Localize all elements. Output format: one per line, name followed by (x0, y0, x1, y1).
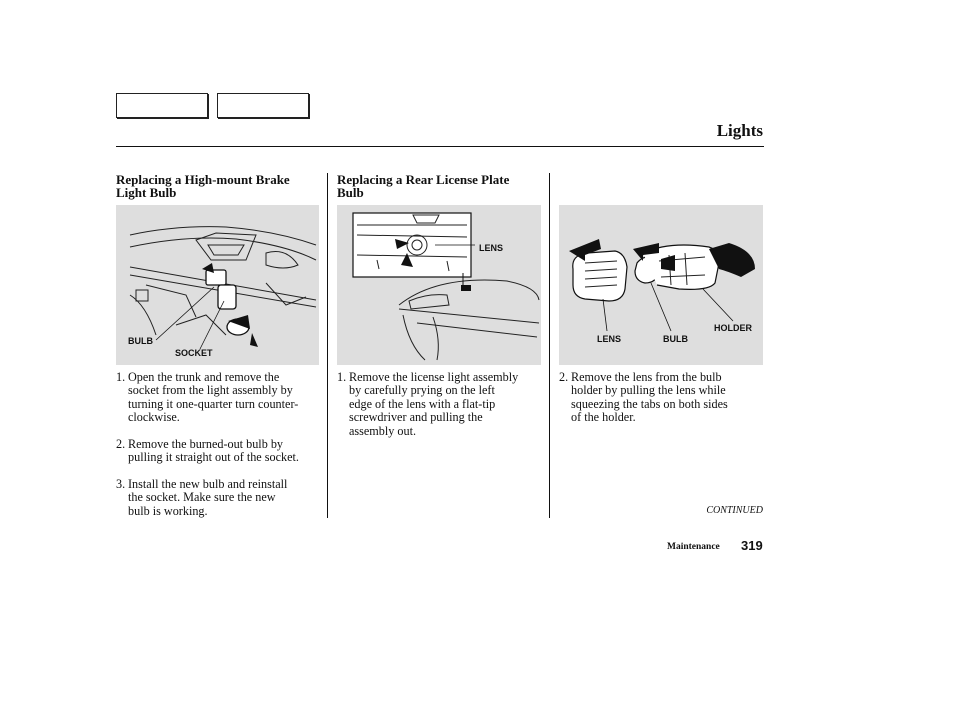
step-line: by carefully prying on the left (349, 383, 495, 398)
header-rule (116, 146, 764, 147)
step-line: the socket. Make sure the new (128, 490, 276, 505)
step-line: Remove the lens from the bulb (571, 370, 722, 384)
step-line: Install the new bulb and reinstall (128, 477, 288, 491)
section-heading-license-plate (337, 173, 509, 199)
page-title: Lights (716, 121, 763, 140)
step-text (349, 371, 518, 438)
footer-section-name: Maintenance (667, 542, 720, 552)
step-number: 2. (116, 437, 126, 451)
heading-line: Light Bulb (116, 185, 177, 200)
step-line: holder by pulling the lens while (571, 383, 726, 398)
step-line: Open the trunk and remove the (128, 370, 280, 384)
step-number: 3. (116, 477, 126, 491)
section-heading-brake-light (116, 173, 290, 199)
column-divider-2 (549, 173, 550, 518)
step-line: clockwise. (128, 410, 180, 425)
license-light-illustration (337, 205, 541, 365)
step-line: socket from the light assembly by (128, 383, 293, 398)
step-number: 2. (559, 370, 569, 384)
step-line: assembly out. (349, 423, 417, 438)
step-number: 1. (337, 370, 347, 384)
label-lens: LENS (479, 243, 504, 253)
nav-tab-1[interactable] (116, 93, 208, 118)
label-lens-2: LENS (597, 334, 622, 344)
heading-line: Bulb (337, 185, 364, 200)
figure-bulb-holder (559, 205, 763, 365)
step-line: of the holder. (571, 410, 636, 425)
page-number: 319 (741, 538, 763, 553)
step-text (128, 371, 298, 425)
heading-line: Replacing a Rear License Plate (337, 172, 510, 187)
step-number: 1. (116, 370, 126, 384)
step-line: edge of the lens with a flat-tip (349, 396, 496, 411)
bulb-holder-illustration (559, 205, 763, 365)
label-socket: SOCKET (175, 348, 213, 358)
continued-note: CONTINUED (706, 505, 763, 516)
step-line: squeezing the tabs on both sides (571, 396, 728, 411)
heading-line: Replacing a High-mount Brake (116, 172, 290, 187)
step-line: screwdriver and pulling the (349, 410, 483, 425)
label-bulb: BULB (128, 336, 153, 346)
label-bulb-2: BULB (663, 334, 688, 344)
step-line: turning it one-quarter turn counter- (128, 396, 299, 411)
step-text (128, 478, 287, 518)
column-divider-1 (327, 173, 328, 518)
step-line: Remove the license light assembly (349, 370, 519, 384)
step-text (571, 371, 728, 425)
step-line: pulling it straight out of the socket. (128, 450, 299, 465)
step-text (128, 438, 299, 465)
label-holder: HOLDER (714, 323, 752, 333)
figure-license-plate (337, 205, 541, 365)
figure-brake-light (116, 205, 319, 365)
step-line: bulb is working. (128, 503, 208, 518)
nav-tab-2[interactable] (217, 93, 309, 118)
step-line: Remove the burned-out bulb by (128, 437, 284, 451)
